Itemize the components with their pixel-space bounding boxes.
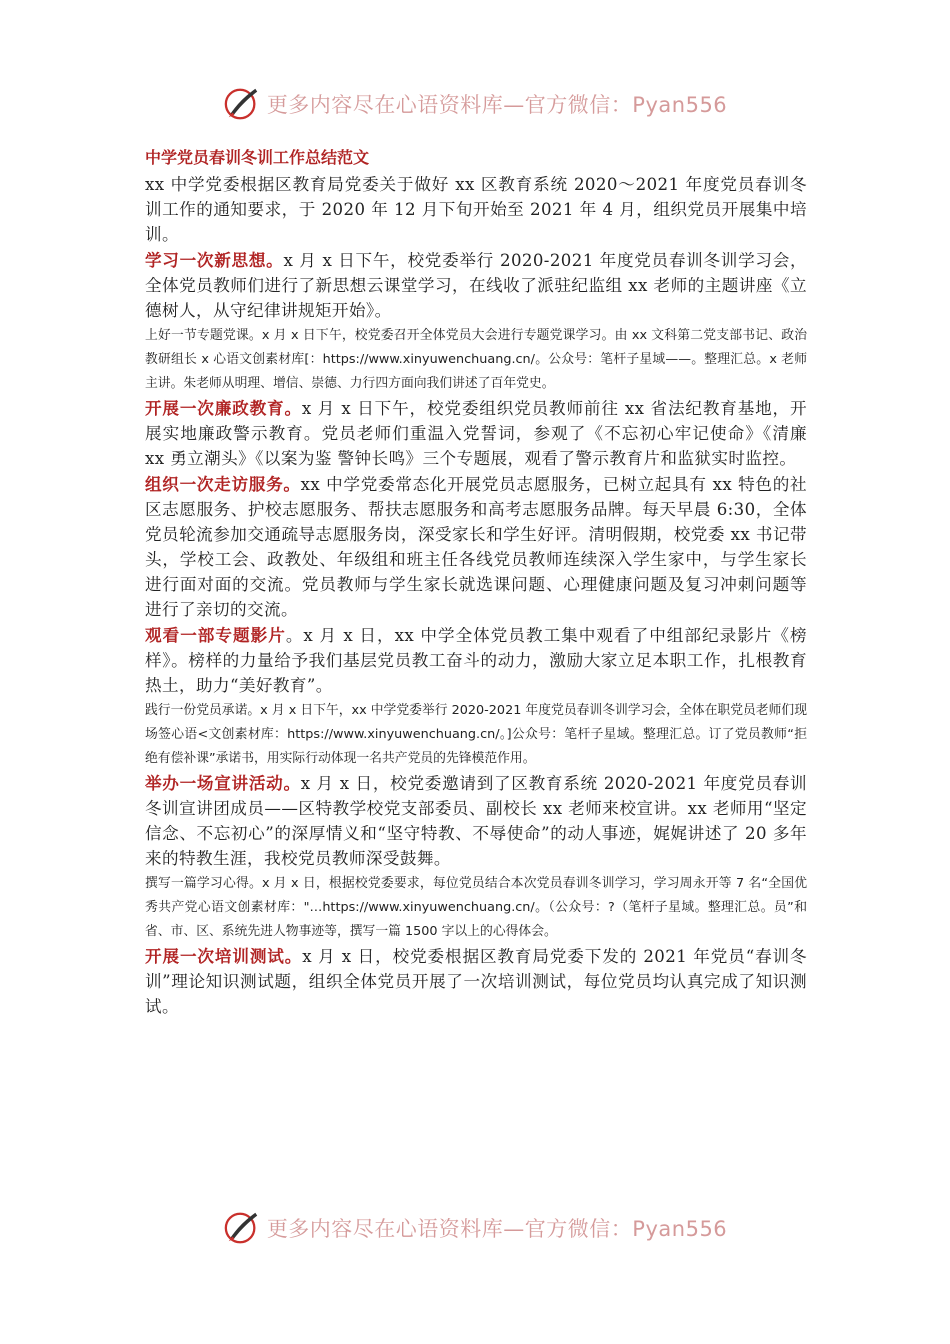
section-body: x 月 x 日，校党委邀请到了区教育系统 2020-2021 年度党员春训冬训宣讲团成员——区特教学校党支部委员、副校长 xx 老师来校宣讲。xx 老师用“坚定信念、不忘初心”的深厚情义和“坚守特教、不辱使命”的动人事迹，娓娓讲述了 20 多年来的特教生涯，我校党员教师深受鼓舞。	[145, 774, 807, 868]
section-lead: 学习一次新思想。	[145, 251, 284, 270]
footer-banner	[0, 1206, 950, 1250]
intro-paragraph: xx 中学党委根据区教育局党委关于做好 xx 区教育系统 2020～2021 年度党员春训冬训工作的通知要求，于 2020 年 12 月下旬开始至 2021 年 4 月，组织党员开展集中培训。	[145, 175, 807, 244]
section-lead: 组织一次走访服务。	[145, 475, 301, 494]
document-title: 中学党员春训冬训工作总结范文	[145, 148, 370, 167]
header-banner-text: 更多内容尽在心语资料库—官方微信：Pyan556	[266, 93, 728, 117]
section-body: xx 中学党委常态化开展党员志愿服务，已树立起具有 xx 特色的社区志愿服务、护校志愿服务、帮扶志愿服务和高考志愿服务品牌。每天早晨 6:30，全体党员轮流参加交通疏导志愿服务岗，深受家长和学生好评。清明假期，校党委 xx 书记带头，学校工会、政教处、年级组和班主任各线党员教师连续深入学生家中，与学生家长进行面对面的交流。党员教师与学生家长就选课问题、心理健康问题及复习冲刺问题等进行了亲切的交流。	[145, 475, 807, 619]
section-body: x 月 x 日下午，校党委举行 2020-2021 年度党员春训冬训学习会，全体党员教师们进行了新思想云课堂学习，在线收了派驻纪监组 xx 老师的主题讲座《立德树人，从守纪律讲规矩开始》。	[145, 251, 807, 320]
section-lead: 开展一次培训测试。	[145, 947, 303, 966]
section-study-thought	[145, 248, 807, 323]
pen-logo-icon	[223, 1209, 261, 1247]
section-body: x 月 x 日，校党委根据区教育局党委下发的 2021 年党员“春训冬训”理论知识测试题，组织全体党员开展了一次培训测试，每位党员均认真完成了知识测试。	[145, 947, 807, 1016]
section-body: x 月 x 日下午，校党委组织党员教师前往 xx 省法纪教育基地，开展实地廉政警示教育。党员老师们重温入党誓词，参观了《不忘初心牢记使命》《清廉 xx 勇立潮头》《以案为鉴 警钟长鸣》三个专题展，观看了警示教育片和监狱实时监控。	[145, 399, 807, 468]
note-party-pledge: 践行一份党员承诺。x 月 x 日下午，xx 中学党委举行 2020-2021 年度党员春训冬训学习会，全体在职党员老师们现场签心语<文创素材库：https://www.xinyuwenchuang.cn/。]公众号：笔杆子星域。整理汇总。订了党员教师“拒绝有偿补课”承诺书，用实际行动体现一名共产党员的先锋模范作用。	[145, 703, 807, 766]
header-banner	[0, 82, 950, 126]
footer-banner-text: 更多内容尽在心语资料库—官方微信：Pyan556	[266, 1217, 728, 1241]
section-visit-service	[145, 472, 807, 622]
section-lead: 举办一场宣讲活动。	[145, 774, 301, 793]
section-lecture-event	[145, 771, 807, 871]
pen-logo-icon	[223, 85, 261, 123]
section-body: 。x 月 x 日，xx 中学全体党员教工集中观看了中组部纪录影片《榜样》。榜样的力量给予我们基层党员教工奋斗的动力，激励大家立足本职工作，扎根教育热土，助力“美好教育”。	[145, 626, 807, 695]
note-party-lecture: 上好一节专题党课。x 月 x 日下午，校党委召开全体党员大会进行专题党课学习。由 xx 文科第二党支部书记、政治教研组长 x 心语文创素材库[：https://www.xinyuwenchuang.cn/。公众号：笔杆子星域——。整理汇总。x 老师主讲。朱老师从明理、增信、崇德、力行四方面向我们讲述了百年党史。	[145, 328, 807, 391]
section-integrity-education	[145, 396, 807, 471]
section-lead: 开展一次廉政教育。	[145, 399, 302, 418]
section-lead: 观看一部专题影片	[145, 626, 286, 645]
section-training-test	[145, 944, 807, 1019]
note-study-reflection: 撰写一篇学习心得。x 月 x 日，根据校党委要求，每位党员结合本次党员春训冬训学习，学习周永开等 7 名“全国优秀共产党心语文创素材库："…https://www.xinyuwenchuang.cn/。（公众号：?（笔杆子星域。整理汇总。员”和省、市、区、系统先进人物事迹等，撰写一篇 1500 字以上的心得体会。	[145, 876, 807, 939]
section-film	[145, 623, 807, 698]
document-body	[145, 146, 807, 1020]
